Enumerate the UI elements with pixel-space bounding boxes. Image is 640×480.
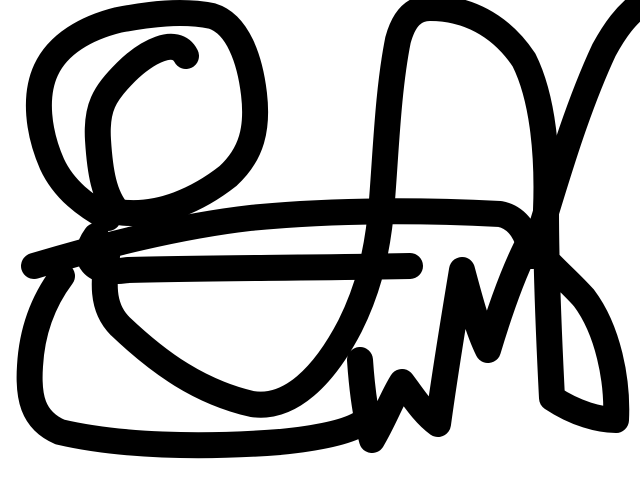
- signature-upper-loop: [39, 13, 255, 218]
- signature-outer-bowl: [30, 276, 360, 445]
- signature-right-diagonal: [540, 6, 638, 232]
